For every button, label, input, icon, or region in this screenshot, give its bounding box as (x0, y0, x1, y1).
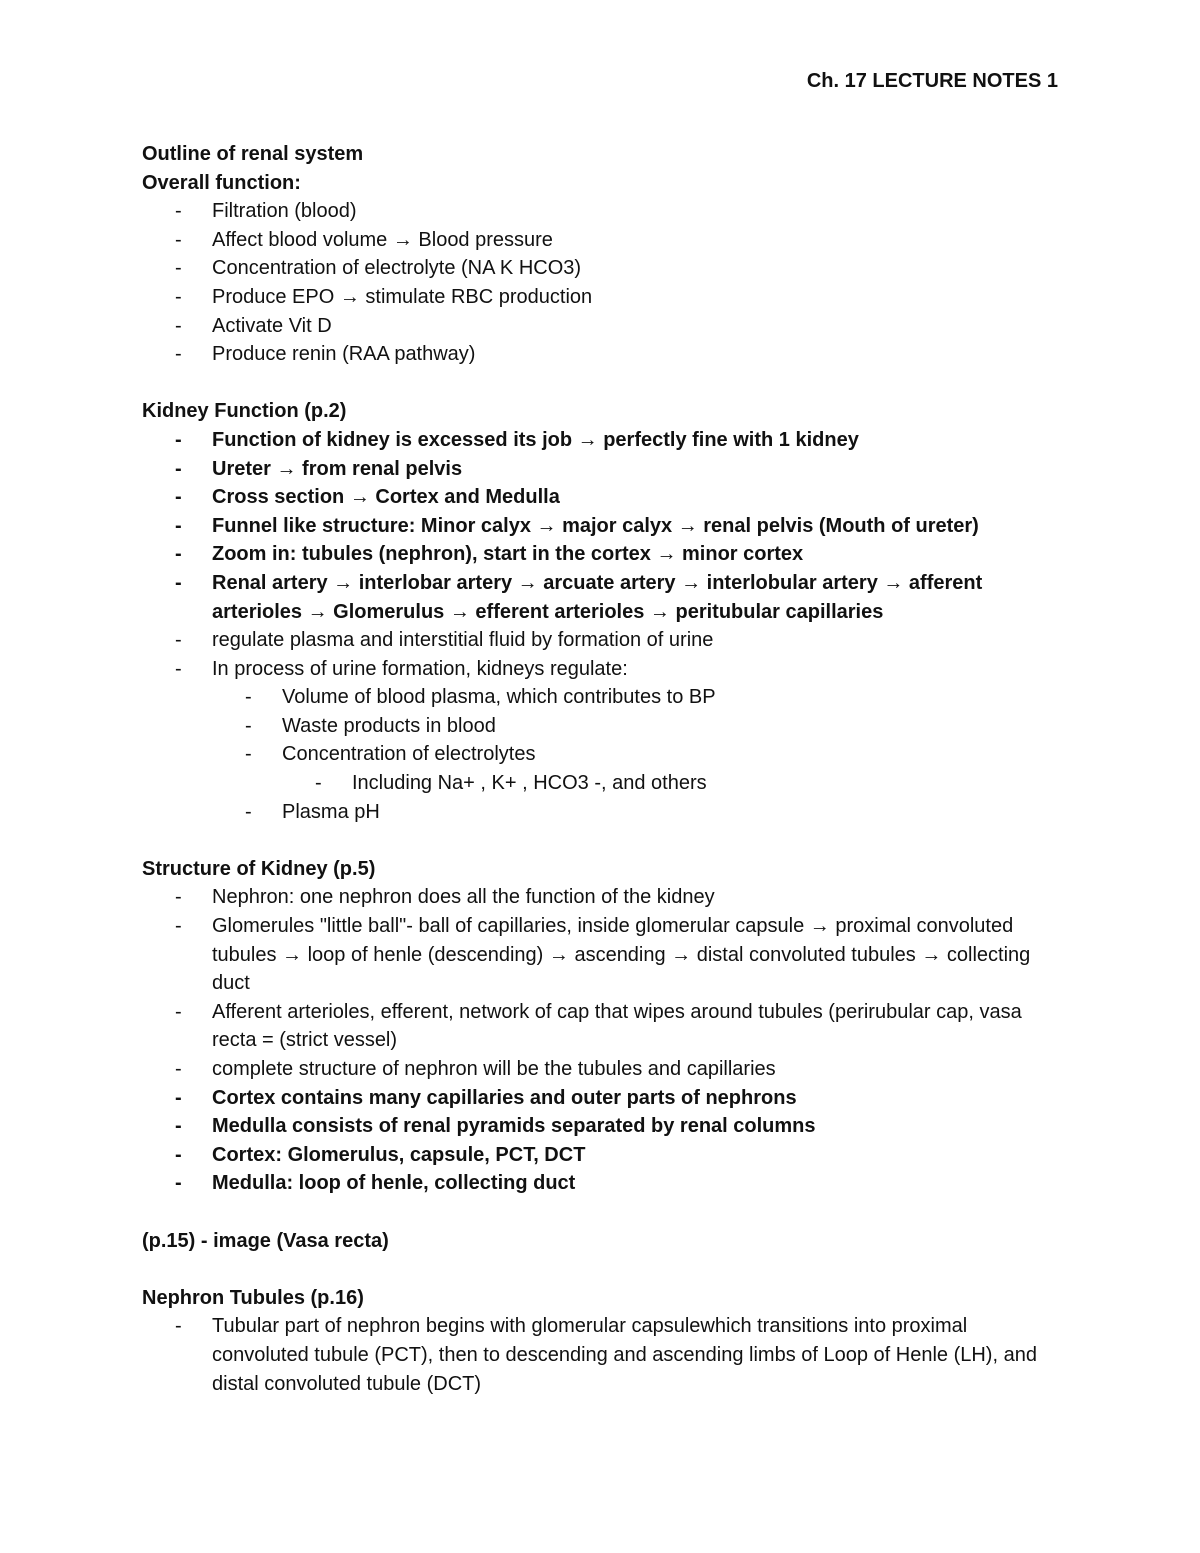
section-title-outline: Outline of renal system (142, 143, 364, 165)
page-header: Ch. 17 LECTURE NOTES 1 (806, 70, 1058, 92)
list-item: - Funnel like structure: Minor calyx → major calyx → renal pelvis (Mouth of ureter) (142, 512, 1062, 541)
list-item: - Produce EPO → stimulate RBC production (142, 283, 1062, 312)
list-item: - Affect blood volume → Blood pressure (142, 226, 1062, 255)
list-item: - Nephron: one nephron does all the function of the kidney (142, 883, 1062, 912)
list-item: - Cortex contains many capillaries and outer parts of nephrons (142, 1084, 1062, 1113)
list-item: - regulate plasma and interstitial fluid by formation of urine (142, 626, 1062, 655)
sub-list-item: - Volume of blood plasma, which contributes to BP (212, 683, 1062, 712)
list-item: - Activate Vit D (142, 312, 1062, 341)
notes-content (142, 140, 1062, 1398)
section-title-kidney-function: Kidney Function (p.2) (142, 400, 347, 423)
list-item: - Cortex: Glomerulus, capsule, PCT, DCT (142, 1141, 1062, 1170)
list-item: - Medulla: loop of henle, collecting duct (142, 1169, 1062, 1198)
sub-list-item: - Plasma pH (212, 798, 1062, 827)
list-item: - Filtration (blood) (142, 197, 1062, 226)
list-item: - Tubular part of nephron begins with glomerular capsulewhich transitions into proximal convoluted tubule (PCT), then to descending and ascending limbs of Loop of Henle (LH), and distal convoluted tubule (DCT) (142, 1312, 1062, 1398)
list-item (142, 655, 1062, 827)
list-item: - Cross section → Cortex and Medulla (142, 483, 1062, 512)
list-item-text: In process of urine formation, kidneys regulate: (212, 657, 628, 680)
sub-list-item (212, 740, 1062, 797)
section-title-nephron-tubules: Nephron Tubules (p.16) (142, 1286, 364, 1309)
nephron-tubules-list (142, 1312, 1062, 1398)
sub-list (212, 683, 1062, 826)
overall-function-list (142, 197, 1062, 369)
list-item: - Produce renin (RAA pathway) (142, 340, 1062, 369)
list-item: - Medulla consists of renal pyramids separated by renal columns (142, 1112, 1062, 1141)
list-item: - Glomerules "little ball"- ball of capillaries, inside glomerular capsule → proximal convoluted tubules → loop of henle (descending) → ascending → distal convoluted tubules → collecting duct (142, 912, 1062, 998)
list-item: - Afferent arterioles, efferent, network of cap that wipes around tubules (perirubular cap, vasa recta = (strict vessel) (142, 998, 1062, 1055)
sub-list-item: - Waste products in blood (212, 712, 1062, 741)
sub-sub-list (282, 769, 1062, 798)
list-item: - Ureter → from renal pelvis (142, 455, 1062, 484)
section-subtitle-overall-function: Overall function: (142, 171, 301, 194)
sub-list-item-text: Concentration of electrolytes (282, 743, 536, 766)
list-item: - complete structure of nephron will be the tubules and capillaries (142, 1055, 1062, 1084)
list-item: - Zoom in: tubules (nephron), start in the cortex → minor cortex (142, 540, 1062, 569)
structure-list (142, 883, 1062, 1198)
kidney-function-list (142, 426, 1062, 826)
list-item: - Function of kidney is excessed its job → perfectly fine with 1 kidney (142, 426, 1062, 455)
sub-sub-list-item: - Including Na+ , K+ , HCO3 -, and others (282, 769, 1062, 798)
list-item: - Concentration of electrolyte (NA K HCO3) (142, 254, 1062, 283)
section-title-image-note: (p.15) - image (Vasa recta) (142, 1229, 389, 1252)
section-title-structure: Structure of Kidney (p.5) (142, 857, 376, 880)
list-item: - Renal artery → interlobar artery → arcuate artery → interlobular artery → afferent arterioles → Glomerulus → efferent arterioles → peritubular capillaries (142, 569, 1062, 626)
